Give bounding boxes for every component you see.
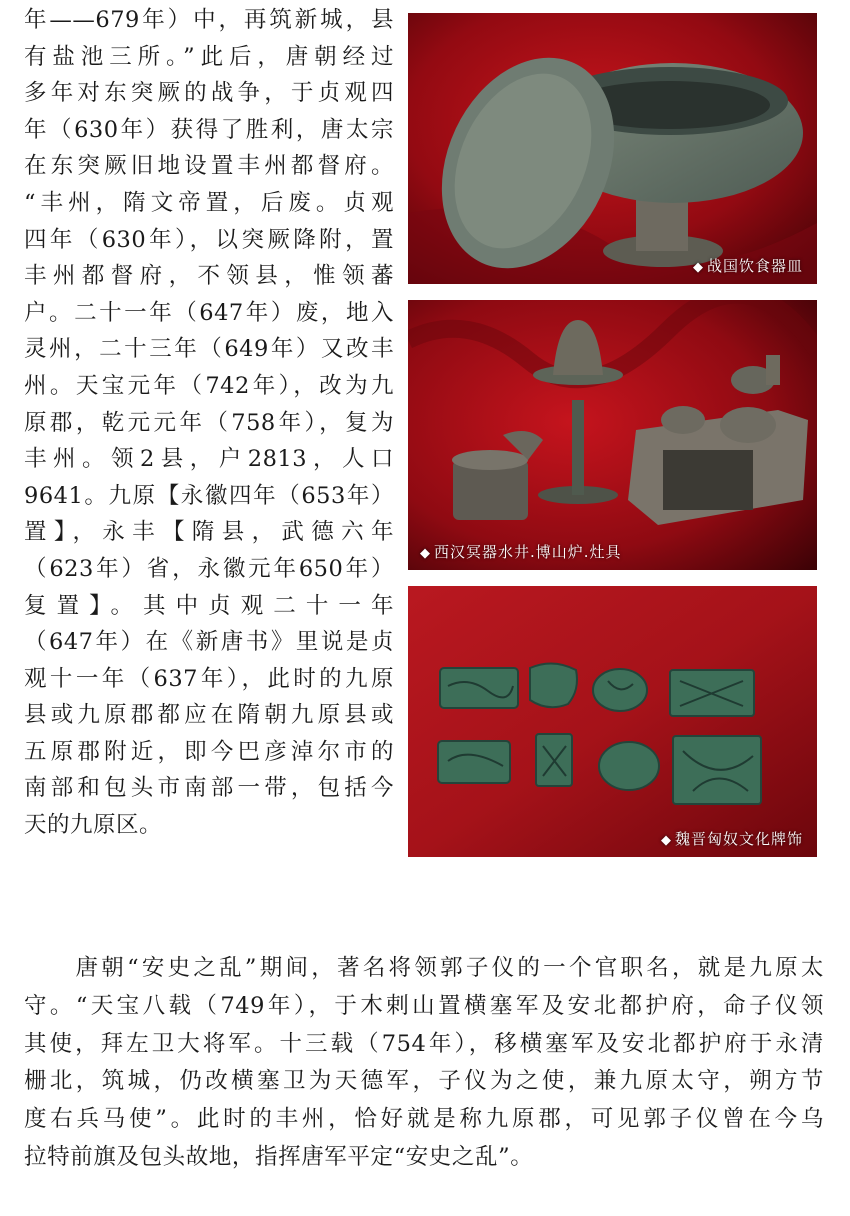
text-line: 度右兵马使”。此时的丰州，恰好就是称九原郡，可见郭子仪曾在今乌 xyxy=(24,1106,824,1133)
text-line: 天的九原区。 xyxy=(24,812,163,839)
text-line: 拉特前旗及包头故地，指挥唐军平定“安史之乱”。 xyxy=(24,1143,534,1170)
text-line: （623年）省，永徽元年650年） xyxy=(24,555,394,582)
column-paragraph xyxy=(24,2,394,844)
text-line: 9641。九原【永徽四年（653年） xyxy=(24,482,394,509)
text-line: 其使，拜左卫大将军。十三载（754年），移横塞军及安北都护府于永清 xyxy=(24,1030,824,1057)
text-line: 守。“天宝八载（749年），于木剌山置横塞军及安北都护府，命子仪领 xyxy=(24,992,824,1019)
diamond-icon: ◆ xyxy=(692,260,704,275)
text-line: 置】，永丰【隋县，武德六年 xyxy=(24,519,394,546)
text-line: 多年对东突厥的战争，于贞观四 xyxy=(24,80,394,107)
photo-western-han-objects xyxy=(408,300,817,570)
vessel-illustration xyxy=(408,13,817,284)
text-line: 观十一年（637年），此时的九原 xyxy=(24,665,394,692)
body-paragraph xyxy=(24,950,824,1177)
text-line: 四年（630年），以突厥降附，置 xyxy=(24,226,394,253)
photo-warring-states-vessel xyxy=(408,13,817,284)
plaques-illustration xyxy=(408,586,817,857)
text-line: 复置】。其中贞观二十一年 xyxy=(24,592,394,619)
full-width-paragraph xyxy=(24,950,824,1177)
text-line: 灵州，二十三年（649年）又改丰 xyxy=(24,336,394,363)
photo-caption: ◆ 战国饮食器皿 xyxy=(692,257,803,275)
diamond-icon: ◆ xyxy=(420,546,431,561)
text-line: 在东突厥旧地设置丰州都督府。 xyxy=(24,153,394,180)
photo-caption: ◆ 魏晋匈奴文化牌饰 xyxy=(660,830,803,848)
text-line: （647年）在《新唐书》里说是贞 xyxy=(24,629,394,656)
text-line: 年（630年）获得了胜利，唐太宗 xyxy=(24,116,394,143)
photo-xiongnu-plaques xyxy=(408,586,817,857)
text-line: 唐朝“安史之乱”期间，著名将领郭子仪的一个官职名，就是九原太 xyxy=(24,955,824,981)
diamond-icon: ◆ xyxy=(660,833,672,848)
text-line: 州。天宝元年（742年），改为九 xyxy=(24,372,394,399)
text-line: 南部和包头市南部一带，包括今 xyxy=(24,775,394,802)
text-line: 丰州。领2县，户2813，人口 xyxy=(24,446,394,473)
funerary-objects-illustration xyxy=(408,300,817,570)
photo-caption: ◆ 西汉冥器水井.博山炉.灶具 xyxy=(420,543,622,561)
text-line: 户。二十一年（647年）废，地入 xyxy=(24,299,394,326)
text-line: 县或九原郡都应在隋朝九原县或 xyxy=(24,702,394,729)
left-text-column xyxy=(24,2,394,844)
text-line: 原郡，乾元元年（758年），复为 xyxy=(24,409,394,436)
text-line: 年——679年）中，再筑新城，县 xyxy=(24,7,394,33)
text-line: 五原郡附近，即今巴彦淖尔市的 xyxy=(24,738,394,765)
text-line: “丰州，隋文帝置，后废。贞观 xyxy=(24,189,394,216)
text-line: 丰州都督府，不领县，惟领蕃 xyxy=(24,263,394,290)
text-line: 有盐池三所。”此后，唐朝经过 xyxy=(24,43,394,70)
text-line: 栅北，筑城，仍改横塞卫为天德军，子仪为之使，兼九原太守，朔方节 xyxy=(24,1068,824,1095)
